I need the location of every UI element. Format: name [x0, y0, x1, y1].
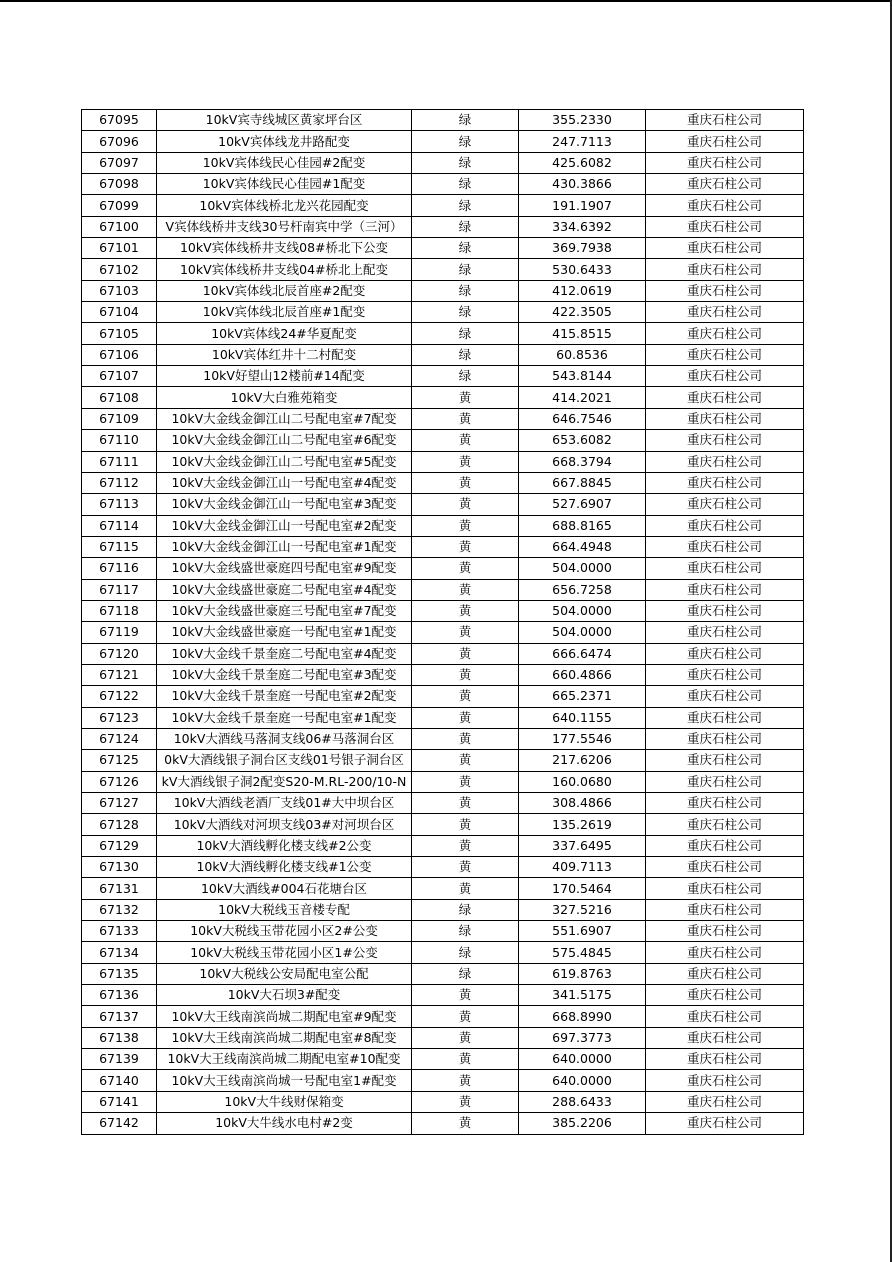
company-cell: 重庆石柱公司	[646, 750, 804, 771]
table-row	[82, 1049, 804, 1070]
transformer-name-cell: 10kV大金线金御江山一号配电室#4配变	[157, 472, 412, 493]
company-cell: 重庆石柱公司	[646, 985, 804, 1006]
company-cell: 重庆石柱公司	[646, 793, 804, 814]
company-cell: 重庆石柱公司	[646, 1113, 804, 1134]
value-cell: 530.6433	[519, 259, 646, 280]
value-cell: 355.2330	[519, 110, 646, 131]
transformer-name-cell: 10kV大金线千景奎庭一号配电室#1配变	[157, 707, 412, 728]
transformer-name-cell: 10kV宾体线民心佳园#1配变	[157, 174, 412, 195]
value-cell: 527.6907	[519, 494, 646, 515]
company-cell: 重庆石柱公司	[646, 259, 804, 280]
table-row	[82, 686, 804, 707]
value-cell: 504.0000	[519, 558, 646, 579]
company-cell: 重庆石柱公司	[646, 921, 804, 942]
value-cell: 646.7546	[519, 408, 646, 429]
row-id-cell: 67138	[82, 1027, 157, 1048]
status-color-cell: 绿	[412, 366, 519, 387]
value-cell: 415.8515	[519, 323, 646, 344]
value-cell: 640.0000	[519, 1049, 646, 1070]
transformer-name-cell: 10kV宾体线24#华夏配变	[157, 323, 412, 344]
status-color-cell: 绿	[412, 280, 519, 301]
status-color-cell: 绿	[412, 195, 519, 216]
value-cell: 308.4866	[519, 793, 646, 814]
transformer-name-cell: 10kV大石坝3#配变	[157, 985, 412, 1006]
company-cell: 重庆石柱公司	[646, 1049, 804, 1070]
transformer-name-cell: 10kV大金线金御江山一号配电室#2配变	[157, 515, 412, 536]
table-row	[82, 771, 804, 792]
top-border-line	[0, 0, 892, 2]
transformer-name-cell: 10kV大金线盛世豪庭三号配电室#7配变	[157, 600, 412, 621]
value-cell: 288.6433	[519, 1091, 646, 1112]
transformer-name-cell: 10kV大酒线#004石花塘台区	[157, 878, 412, 899]
status-color-cell: 绿	[412, 238, 519, 259]
value-cell: 160.0680	[519, 771, 646, 792]
company-cell: 重庆石柱公司	[646, 1091, 804, 1112]
value-cell: 656.7258	[519, 579, 646, 600]
row-id-cell: 67100	[82, 216, 157, 237]
value-cell: 504.0000	[519, 622, 646, 643]
row-id-cell: 67108	[82, 387, 157, 408]
value-cell: 640.1155	[519, 707, 646, 728]
row-id-cell: 67122	[82, 686, 157, 707]
status-color-cell: 黄	[412, 558, 519, 579]
transformer-name-cell: 10kV大牛线水电村#2变	[157, 1113, 412, 1134]
table-row	[82, 451, 804, 472]
company-cell: 重庆石柱公司	[646, 430, 804, 451]
value-cell: 575.4845	[519, 942, 646, 963]
table-row	[82, 259, 804, 280]
company-cell: 重庆石柱公司	[646, 622, 804, 643]
table-row	[82, 280, 804, 301]
value-cell: 409.7113	[519, 857, 646, 878]
transformer-name-cell: 10kV大王线南滨尚城二期配电室#10配变	[157, 1049, 412, 1070]
transformer-name-cell: 10kV大金线盛世豪庭二号配电室#4配变	[157, 579, 412, 600]
row-id-cell: 67133	[82, 921, 157, 942]
company-cell: 重庆石柱公司	[646, 728, 804, 749]
table-row	[82, 408, 804, 429]
company-cell: 重庆石柱公司	[646, 686, 804, 707]
table-row	[82, 1113, 804, 1134]
company-cell: 重庆石柱公司	[646, 280, 804, 301]
company-cell: 重庆石柱公司	[646, 515, 804, 536]
transformer-name-cell: 10kV大王线南滨尚城一号配电室1#配变	[157, 1070, 412, 1091]
table-row	[82, 643, 804, 664]
value-cell: 135.2619	[519, 814, 646, 835]
status-color-cell: 黄	[412, 1070, 519, 1091]
data-table	[81, 109, 804, 1135]
row-id-cell: 67127	[82, 793, 157, 814]
table-row	[82, 664, 804, 685]
value-cell: 551.6907	[519, 921, 646, 942]
company-cell: 重庆石柱公司	[646, 131, 804, 152]
row-id-cell: 67105	[82, 323, 157, 344]
company-cell: 重庆石柱公司	[646, 536, 804, 557]
data-table-body	[82, 110, 804, 1135]
value-cell: 170.5464	[519, 878, 646, 899]
transformer-name-cell: kV大酒线银子洞2配变S20-M.RL-200/10-N	[157, 771, 412, 792]
transformer-name-cell: 10kV大金线金御江山二号配电室#6配变	[157, 430, 412, 451]
value-cell: 504.0000	[519, 600, 646, 621]
status-color-cell: 黄	[412, 472, 519, 493]
value-cell: 337.6495	[519, 835, 646, 856]
row-id-cell: 67096	[82, 131, 157, 152]
company-cell: 重庆石柱公司	[646, 195, 804, 216]
value-cell: 666.6474	[519, 643, 646, 664]
table-row	[82, 793, 804, 814]
value-cell: 667.8845	[519, 472, 646, 493]
company-cell: 重庆石柱公司	[646, 408, 804, 429]
row-id-cell: 67128	[82, 814, 157, 835]
company-cell: 重庆石柱公司	[646, 1006, 804, 1027]
row-id-cell: 67129	[82, 835, 157, 856]
value-cell: 660.4866	[519, 664, 646, 685]
transformer-name-cell: 10kV大王线南滨尚城二期配电室#9配变	[157, 1006, 412, 1027]
table-row	[82, 942, 804, 963]
company-cell: 重庆石柱公司	[646, 451, 804, 472]
table-row	[82, 1006, 804, 1027]
row-id-cell: 67111	[82, 451, 157, 472]
status-color-cell: 绿	[412, 110, 519, 131]
row-id-cell: 67113	[82, 494, 157, 515]
table-row	[82, 174, 804, 195]
table-row	[82, 857, 804, 878]
transformer-name-cell: 10kV大税线玉带花园小区2#公变	[157, 921, 412, 942]
table-row	[82, 707, 804, 728]
value-cell: 422.3505	[519, 302, 646, 323]
company-cell: 重庆石柱公司	[646, 707, 804, 728]
table-row	[82, 472, 804, 493]
company-cell: 重庆石柱公司	[646, 366, 804, 387]
transformer-name-cell: 10kV大金线盛世豪庭一号配电室#1配变	[157, 622, 412, 643]
value-cell: 619.8763	[519, 963, 646, 984]
value-cell: 653.6082	[519, 430, 646, 451]
status-color-cell: 绿	[412, 323, 519, 344]
row-id-cell: 67104	[82, 302, 157, 323]
row-id-cell: 67110	[82, 430, 157, 451]
transformer-name-cell: 10kV大酒线马落洞支线06#马落洞台区	[157, 728, 412, 749]
row-id-cell: 67130	[82, 857, 157, 878]
table-row	[82, 558, 804, 579]
row-id-cell: 67098	[82, 174, 157, 195]
row-id-cell: 67109	[82, 408, 157, 429]
table-row	[82, 430, 804, 451]
row-id-cell: 67141	[82, 1091, 157, 1112]
status-color-cell: 绿	[412, 152, 519, 173]
value-cell: 369.7938	[519, 238, 646, 259]
row-id-cell: 67097	[82, 152, 157, 173]
status-color-cell: 绿	[412, 963, 519, 984]
row-id-cell: 67099	[82, 195, 157, 216]
value-cell: 668.3794	[519, 451, 646, 472]
table-row	[82, 515, 804, 536]
table-row	[82, 366, 804, 387]
transformer-name-cell: 10kV大金线金御江山一号配电室#3配变	[157, 494, 412, 515]
row-id-cell: 67121	[82, 664, 157, 685]
company-cell: 重庆石柱公司	[646, 814, 804, 835]
transformer-name-cell: 10kV大王线南滨尚城二期配电室#8配变	[157, 1027, 412, 1048]
company-cell: 重庆石柱公司	[646, 1070, 804, 1091]
row-id-cell: 67134	[82, 942, 157, 963]
transformer-name-cell: 10kV大金线盛世豪庭四号配电室#9配变	[157, 558, 412, 579]
status-color-cell: 黄	[412, 430, 519, 451]
transformer-name-cell: 10kV宾体线桥井支线08#桥北下公变	[157, 238, 412, 259]
status-color-cell: 绿	[412, 921, 519, 942]
row-id-cell: 67107	[82, 366, 157, 387]
transformer-name-cell: 10kV大金线金御江山一号配电室#1配变	[157, 536, 412, 557]
row-id-cell: 67114	[82, 515, 157, 536]
value-cell: 640.0000	[519, 1070, 646, 1091]
row-id-cell: 67131	[82, 878, 157, 899]
row-id-cell: 67112	[82, 472, 157, 493]
status-color-cell: 黄	[412, 793, 519, 814]
company-cell: 重庆石柱公司	[646, 344, 804, 365]
status-color-cell: 黄	[412, 1006, 519, 1027]
transformer-name-cell: 10kV宾体红井十二村配变	[157, 344, 412, 365]
status-color-cell: 绿	[412, 174, 519, 195]
status-color-cell: 黄	[412, 985, 519, 1006]
company-cell: 重庆石柱公司	[646, 857, 804, 878]
status-color-cell: 黄	[412, 664, 519, 685]
status-color-cell: 绿	[412, 259, 519, 280]
company-cell: 重庆石柱公司	[646, 1027, 804, 1048]
table-row	[82, 750, 804, 771]
transformer-name-cell: 10kV大白雅苑箱变	[157, 387, 412, 408]
value-cell: 217.6206	[519, 750, 646, 771]
row-id-cell: 67117	[82, 579, 157, 600]
status-color-cell: 绿	[412, 302, 519, 323]
table-row	[82, 899, 804, 920]
value-cell: 247.7113	[519, 131, 646, 152]
transformer-name-cell: 10kV大金线金御江山二号配电室#7配变	[157, 408, 412, 429]
status-color-cell: 黄	[412, 771, 519, 792]
value-cell: 385.2206	[519, 1113, 646, 1134]
company-cell: 重庆石柱公司	[646, 835, 804, 856]
table-row	[82, 728, 804, 749]
company-cell: 重庆石柱公司	[646, 216, 804, 237]
table-row	[82, 536, 804, 557]
row-id-cell: 67124	[82, 728, 157, 749]
transformer-name-cell: 10kV宾体线桥北龙兴花园配变	[157, 195, 412, 216]
row-id-cell: 67135	[82, 963, 157, 984]
row-id-cell: 67101	[82, 238, 157, 259]
company-cell: 重庆石柱公司	[646, 878, 804, 899]
table-row	[82, 131, 804, 152]
company-cell: 重庆石柱公司	[646, 302, 804, 323]
transformer-name-cell: 10kV大酒线孵化楼支线#1公变	[157, 857, 412, 878]
status-color-cell: 黄	[412, 408, 519, 429]
transformer-name-cell: 10kV宾体线民心佳园#2配变	[157, 152, 412, 173]
company-cell: 重庆石柱公司	[646, 110, 804, 131]
table-row	[82, 1091, 804, 1112]
transformer-name-cell: V宾体线桥井支线30号杆南宾中学（三河）	[157, 216, 412, 237]
table-row	[82, 302, 804, 323]
company-cell: 重庆石柱公司	[646, 323, 804, 344]
transformer-name-cell: 10kV大酒线孵化楼支线#2公变	[157, 835, 412, 856]
transformer-name-cell: 10kV宾体线桥井支线04#桥北上配变	[157, 259, 412, 280]
value-cell: 543.8144	[519, 366, 646, 387]
status-color-cell: 绿	[412, 216, 519, 237]
value-cell: 341.5175	[519, 985, 646, 1006]
transformer-name-cell: 10kV宾寺线城区黄家坪台区	[157, 110, 412, 131]
table-row	[82, 835, 804, 856]
table-row	[82, 921, 804, 942]
row-id-cell: 67102	[82, 259, 157, 280]
status-color-cell: 黄	[412, 387, 519, 408]
value-cell: 191.1907	[519, 195, 646, 216]
status-color-cell: 绿	[412, 344, 519, 365]
row-id-cell: 67142	[82, 1113, 157, 1134]
status-color-cell: 黄	[412, 579, 519, 600]
table-row	[82, 814, 804, 835]
transformer-name-cell: 10kV宾体线龙井路配变	[157, 131, 412, 152]
value-cell: 60.8536	[519, 344, 646, 365]
status-color-cell: 黄	[412, 1113, 519, 1134]
row-id-cell: 67095	[82, 110, 157, 131]
table-row	[82, 344, 804, 365]
table-row	[82, 622, 804, 643]
table-row	[82, 195, 804, 216]
row-id-cell: 67106	[82, 344, 157, 365]
table-row	[82, 963, 804, 984]
table-row	[82, 494, 804, 515]
row-id-cell: 67120	[82, 643, 157, 664]
transformer-name-cell: 0kV大酒线银子洞台区支线01号银子洞台区	[157, 750, 412, 771]
row-id-cell: 67115	[82, 536, 157, 557]
transformer-name-cell: 10kV好望山12楼前#14配变	[157, 366, 412, 387]
status-color-cell: 黄	[412, 622, 519, 643]
row-id-cell: 67137	[82, 1006, 157, 1027]
company-cell: 重庆石柱公司	[646, 387, 804, 408]
row-id-cell: 67103	[82, 280, 157, 301]
row-id-cell: 67119	[82, 622, 157, 643]
status-color-cell: 黄	[412, 750, 519, 771]
transformer-name-cell: 10kV大金线千景奎庭一号配电室#2配变	[157, 686, 412, 707]
table-row	[82, 238, 804, 259]
company-cell: 重庆石柱公司	[646, 899, 804, 920]
company-cell: 重庆石柱公司	[646, 558, 804, 579]
company-cell: 重庆石柱公司	[646, 664, 804, 685]
table-row	[82, 387, 804, 408]
status-color-cell: 黄	[412, 728, 519, 749]
status-color-cell: 黄	[412, 536, 519, 557]
table-row	[82, 152, 804, 173]
company-cell: 重庆石柱公司	[646, 600, 804, 621]
transformer-name-cell: 10kV大税线玉音楼专配	[157, 899, 412, 920]
company-cell: 重庆石柱公司	[646, 238, 804, 259]
status-color-cell: 黄	[412, 686, 519, 707]
table-row	[82, 110, 804, 131]
company-cell: 重庆石柱公司	[646, 579, 804, 600]
transformer-name-cell: 10kV大金线千景奎庭二号配电室#3配变	[157, 664, 412, 685]
company-cell: 重庆石柱公司	[646, 643, 804, 664]
status-color-cell: 黄	[412, 494, 519, 515]
status-color-cell: 黄	[412, 814, 519, 835]
status-color-cell: 黄	[412, 707, 519, 728]
transformer-name-cell: 10kV大酒线对河坝支线03#对河坝台区	[157, 814, 412, 835]
status-color-cell: 绿	[412, 899, 519, 920]
status-color-cell: 黄	[412, 643, 519, 664]
company-cell: 重庆石柱公司	[646, 942, 804, 963]
table-row	[82, 985, 804, 1006]
status-color-cell: 黄	[412, 451, 519, 472]
company-cell: 重庆石柱公司	[646, 472, 804, 493]
status-color-cell: 黄	[412, 835, 519, 856]
transformer-name-cell: 10kV大金线金御江山二号配电室#5配变	[157, 451, 412, 472]
company-cell: 重庆石柱公司	[646, 771, 804, 792]
transformer-name-cell: 10kV大税线公安局配电室公配	[157, 963, 412, 984]
status-color-cell: 黄	[412, 878, 519, 899]
row-id-cell: 67125	[82, 750, 157, 771]
value-cell: 688.8165	[519, 515, 646, 536]
row-id-cell: 67136	[82, 985, 157, 1006]
company-cell: 重庆石柱公司	[646, 152, 804, 173]
value-cell: 177.5546	[519, 728, 646, 749]
row-id-cell: 67118	[82, 600, 157, 621]
row-id-cell: 67140	[82, 1070, 157, 1091]
value-cell: 668.8990	[519, 1006, 646, 1027]
row-id-cell: 67132	[82, 899, 157, 920]
table-row	[82, 579, 804, 600]
value-cell: 425.6082	[519, 152, 646, 173]
value-cell: 414.2021	[519, 387, 646, 408]
value-cell: 665.2371	[519, 686, 646, 707]
value-cell: 412.0619	[519, 280, 646, 301]
company-cell: 重庆石柱公司	[646, 963, 804, 984]
value-cell: 430.3866	[519, 174, 646, 195]
company-cell: 重庆石柱公司	[646, 174, 804, 195]
transformer-name-cell: 10kV大牛线财保箱变	[157, 1091, 412, 1112]
row-id-cell: 67116	[82, 558, 157, 579]
row-id-cell: 67123	[82, 707, 157, 728]
table-row	[82, 600, 804, 621]
transformer-name-cell: 10kV宾体线北辰首座#1配变	[157, 302, 412, 323]
row-id-cell: 67126	[82, 771, 157, 792]
transformer-name-cell: 10kV大酒线老酒厂支线01#大中坝台区	[157, 793, 412, 814]
value-cell: 334.6392	[519, 216, 646, 237]
table-row	[82, 216, 804, 237]
table-row	[82, 323, 804, 344]
transformer-name-cell: 10kV大金线千景奎庭二号配电室#4配变	[157, 643, 412, 664]
table-row	[82, 1070, 804, 1091]
table-row	[82, 1027, 804, 1048]
transformer-name-cell: 10kV宾体线北辰首座#2配变	[157, 280, 412, 301]
status-color-cell: 绿	[412, 131, 519, 152]
status-color-cell: 绿	[412, 942, 519, 963]
status-color-cell: 黄	[412, 857, 519, 878]
status-color-cell: 黄	[412, 1091, 519, 1112]
row-id-cell: 67139	[82, 1049, 157, 1070]
company-cell: 重庆石柱公司	[646, 494, 804, 515]
table-row	[82, 878, 804, 899]
status-color-cell: 黄	[412, 600, 519, 621]
transformer-name-cell: 10kV大税线玉带花园小区1#公变	[157, 942, 412, 963]
value-cell: 327.5216	[519, 899, 646, 920]
status-color-cell: 黄	[412, 515, 519, 536]
value-cell: 664.4948	[519, 536, 646, 557]
status-color-cell: 黄	[412, 1049, 519, 1070]
status-color-cell: 黄	[412, 1027, 519, 1048]
value-cell: 697.3773	[519, 1027, 646, 1048]
